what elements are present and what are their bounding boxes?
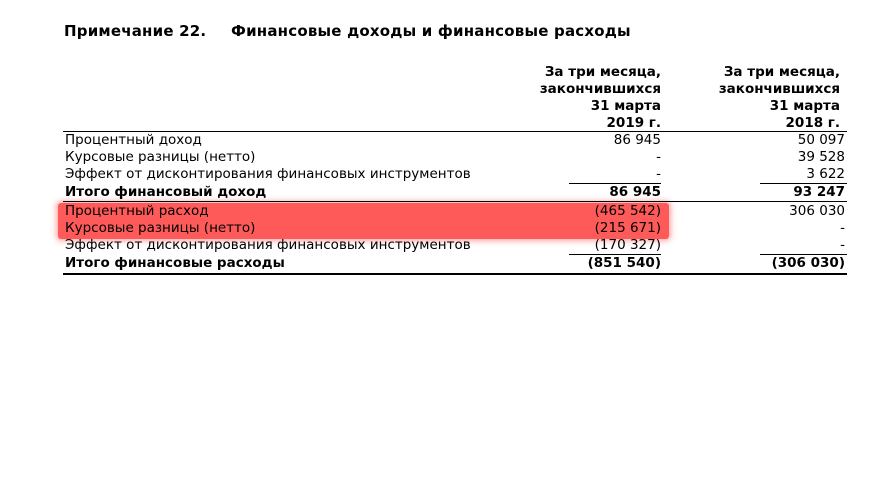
- column-header-line: закончившихся: [539, 81, 661, 97]
- value-2019: 86 945: [609, 184, 661, 200]
- value-2019: (170 327): [594, 237, 661, 253]
- column-header-line: За три месяца,: [544, 64, 661, 80]
- value-2018: 93 247: [793, 184, 845, 200]
- table-row-total: [63, 184, 847, 201]
- row-label: Итого финансовые расходы: [65, 255, 285, 271]
- table-row: [63, 132, 847, 149]
- row-label: Процентный доход: [65, 132, 202, 148]
- row-label: Процентный расход: [65, 203, 209, 219]
- value-2018: -: [840, 237, 845, 253]
- value-2018: 306 030: [789, 203, 845, 219]
- column-header-line: 2019 г.: [606, 115, 661, 131]
- value-2018: -: [840, 220, 845, 236]
- table-row: [63, 237, 847, 254]
- table-row-total: [63, 255, 847, 272]
- value-2019: -: [656, 149, 661, 165]
- row-label: Курсовые разницы (нетто): [65, 220, 256, 236]
- value-2019: -: [656, 166, 661, 182]
- value-2019: (851 540): [587, 255, 661, 271]
- note-title: Финансовые доходы и финансовые расходы: [231, 22, 631, 40]
- value-2019: (465 542): [594, 203, 661, 219]
- column-header-line: За три месяца,: [723, 64, 840, 80]
- value-2019: (215 671): [594, 220, 661, 236]
- table-row: [63, 220, 847, 237]
- subtotal-rule: [63, 201, 847, 202]
- row-label: Эффект от дисконтирования финансовых инструментов: [65, 237, 471, 253]
- note-number: Примечание 22.: [64, 22, 207, 40]
- column-header-2018: [690, 64, 840, 132]
- note-heading: [64, 22, 631, 40]
- column-header-line: 31 марта: [769, 98, 840, 114]
- grand-total-rule: [63, 273, 847, 275]
- value-2019: 86 945: [613, 132, 661, 148]
- column-header-line: 2018 г.: [785, 115, 840, 131]
- column-header-line: 31 марта: [590, 98, 661, 114]
- value-2018: 39 528: [797, 149, 845, 165]
- row-label: Эффект от дисконтирования финансовых инструментов: [65, 166, 471, 182]
- row-label: Курсовые разницы (нетто): [65, 149, 256, 165]
- row-label: Итого финансовый доход: [65, 184, 267, 200]
- value-2018: 3 622: [806, 166, 845, 182]
- column-header-line: закончившихся: [718, 81, 840, 97]
- value-2018: (306 030): [771, 255, 845, 271]
- value-2018: 50 097: [797, 132, 845, 148]
- table-row: [63, 166, 847, 183]
- column-header-2019: [511, 64, 661, 132]
- table-row: [63, 203, 847, 220]
- table-row: [63, 149, 847, 166]
